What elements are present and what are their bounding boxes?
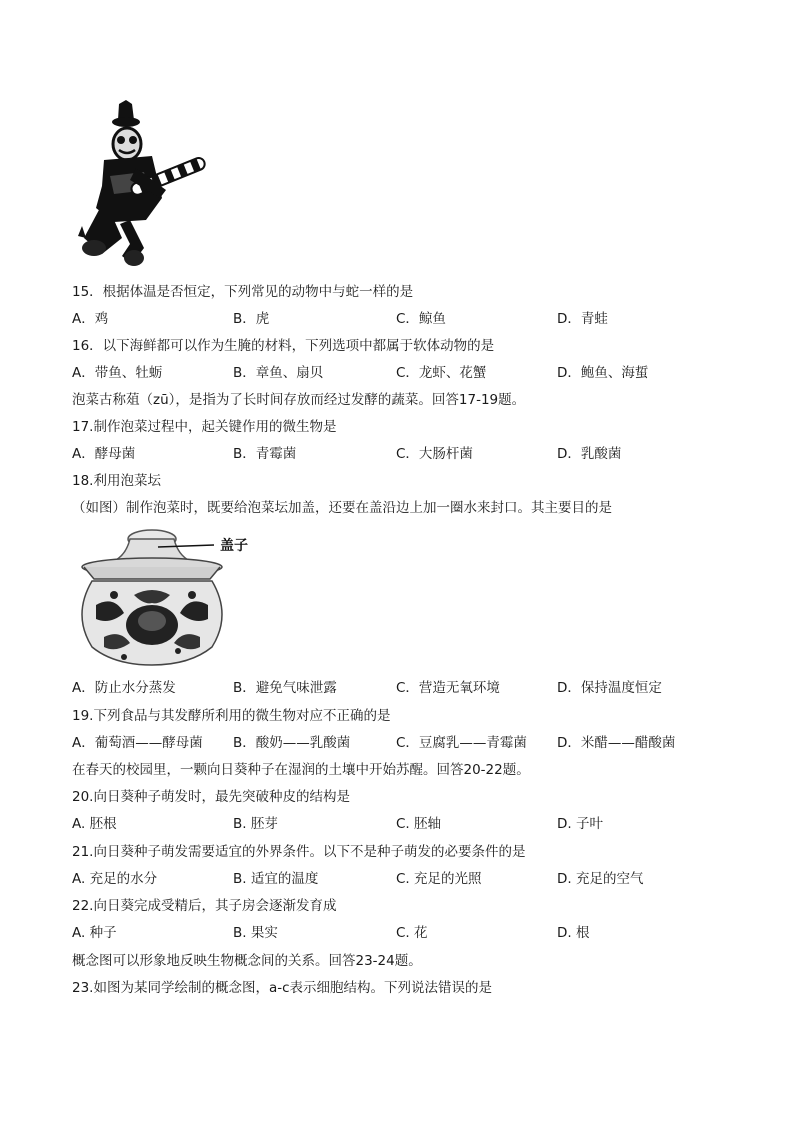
lid-label: 盖子: [220, 538, 248, 554]
q16-stem: 16．以下海鲜都可以作为生腌的材料，下列选项中都属于软体动物的是: [72, 338, 495, 354]
pickle-jar-figure: [74, 525, 274, 670]
q20-option-b: B. 胚芽: [233, 816, 278, 832]
monkey-king-illustration: [74, 98, 208, 270]
q15-option-a: A．鸡: [72, 311, 109, 327]
q23-stem: 23.如图为某同学绘制的概念图，a-c表示细胞结构。下列说法错误的是: [72, 980, 493, 996]
q19-option-b: B．酸奶——乳酸菌: [233, 735, 351, 751]
pickle-jar-illustration: [74, 525, 274, 670]
q21-stem: 21.向日葵种子萌发需要适宜的外界条件。以下不是种子萌发的必要条件的是: [72, 844, 526, 860]
q18-option-d: D．保持温度恒定: [557, 680, 662, 696]
q15-stem: 15．根据体温是否恒定，下列常见的动物中与蛇一样的是: [72, 284, 414, 300]
q21-option-c: C. 充足的光照: [396, 871, 482, 887]
q19-option-c: C．豆腐乳——青霉菌: [396, 735, 527, 751]
q16-option-c: C．龙虾、花蟹: [396, 365, 487, 381]
q19-stem: 19.下列食品与其发酵所利用的微生物对应不正确的是: [72, 708, 391, 724]
q16-option-d: D．鲍鱼、海蜇: [557, 365, 649, 381]
q17-option-c: C．大肠杆菌: [396, 446, 473, 462]
q22-option-b: B. 果实: [233, 925, 278, 941]
q22-option-d: D. 根: [557, 925, 590, 941]
intro-20-22: 在春天的校园里，一颗向日葵种子在湿润的土壤中开始苏醒。回答20-22题。: [72, 762, 530, 778]
q21-option-d: D. 充足的空气: [557, 871, 644, 887]
q15-option-d: D．青蛙: [557, 311, 608, 327]
q20-option-a: A. 胚根: [72, 816, 117, 832]
q19-option-d: D．米醋——醋酸菌: [557, 735, 676, 751]
q18-option-a: A．防止水分蒸发: [72, 680, 176, 696]
q20-stem: 20.向日葵种子萌发时，最先突破种皮的结构是: [72, 789, 350, 805]
q19-option-a: A．葡萄酒——酵母菌: [72, 735, 203, 751]
q20-option-d: D. 子叶: [557, 816, 603, 832]
q16-option-b: B．章鱼、扇贝: [233, 365, 324, 381]
q17-option-b: B．青霉菌: [233, 446, 297, 462]
q17-stem: 17.制作泡菜过程中，起关键作用的微生物是: [72, 419, 337, 435]
q18-stem-line1: 18.利用泡菜坛: [72, 473, 161, 489]
q17-option-d: D．乳酸菌: [557, 446, 622, 462]
q15-option-b: B．虎: [233, 311, 270, 327]
q17-option-a: A．酵母菌: [72, 446, 136, 462]
q18-option-b: B．避免气味泄露: [233, 680, 337, 696]
q21-option-a: A. 充足的水分: [72, 871, 158, 887]
q21-option-b: B. 适宜的温度: [233, 871, 319, 887]
q22-option-a: A. 种子: [72, 925, 117, 941]
intro-17-19: 泡菜古称葅（zū），是指为了长时间存放而经过发酵的蔬菜。回答17-19题。: [72, 392, 526, 408]
q16-option-a: A．带鱼、牡蛎: [72, 365, 163, 381]
q18-option-c: C．营造无氧环境: [396, 680, 500, 696]
intro-23-24: 概念图可以形象地反映生物概念间的关系。回答23-24题。: [72, 953, 422, 969]
q18-stem-line2: （如图）制作泡菜时，既要给泡菜坛加盖，还要在盖沿边上加一圈水来封口。其主要目的是: [72, 500, 612, 516]
q22-option-c: C. 花: [396, 925, 428, 941]
q15-option-c: C．鲸鱼: [396, 311, 446, 327]
q20-option-c: C. 胚轴: [396, 816, 442, 832]
q22-stem: 22.向日葵完成受精后，其子房会逐渐发育成: [72, 898, 337, 914]
